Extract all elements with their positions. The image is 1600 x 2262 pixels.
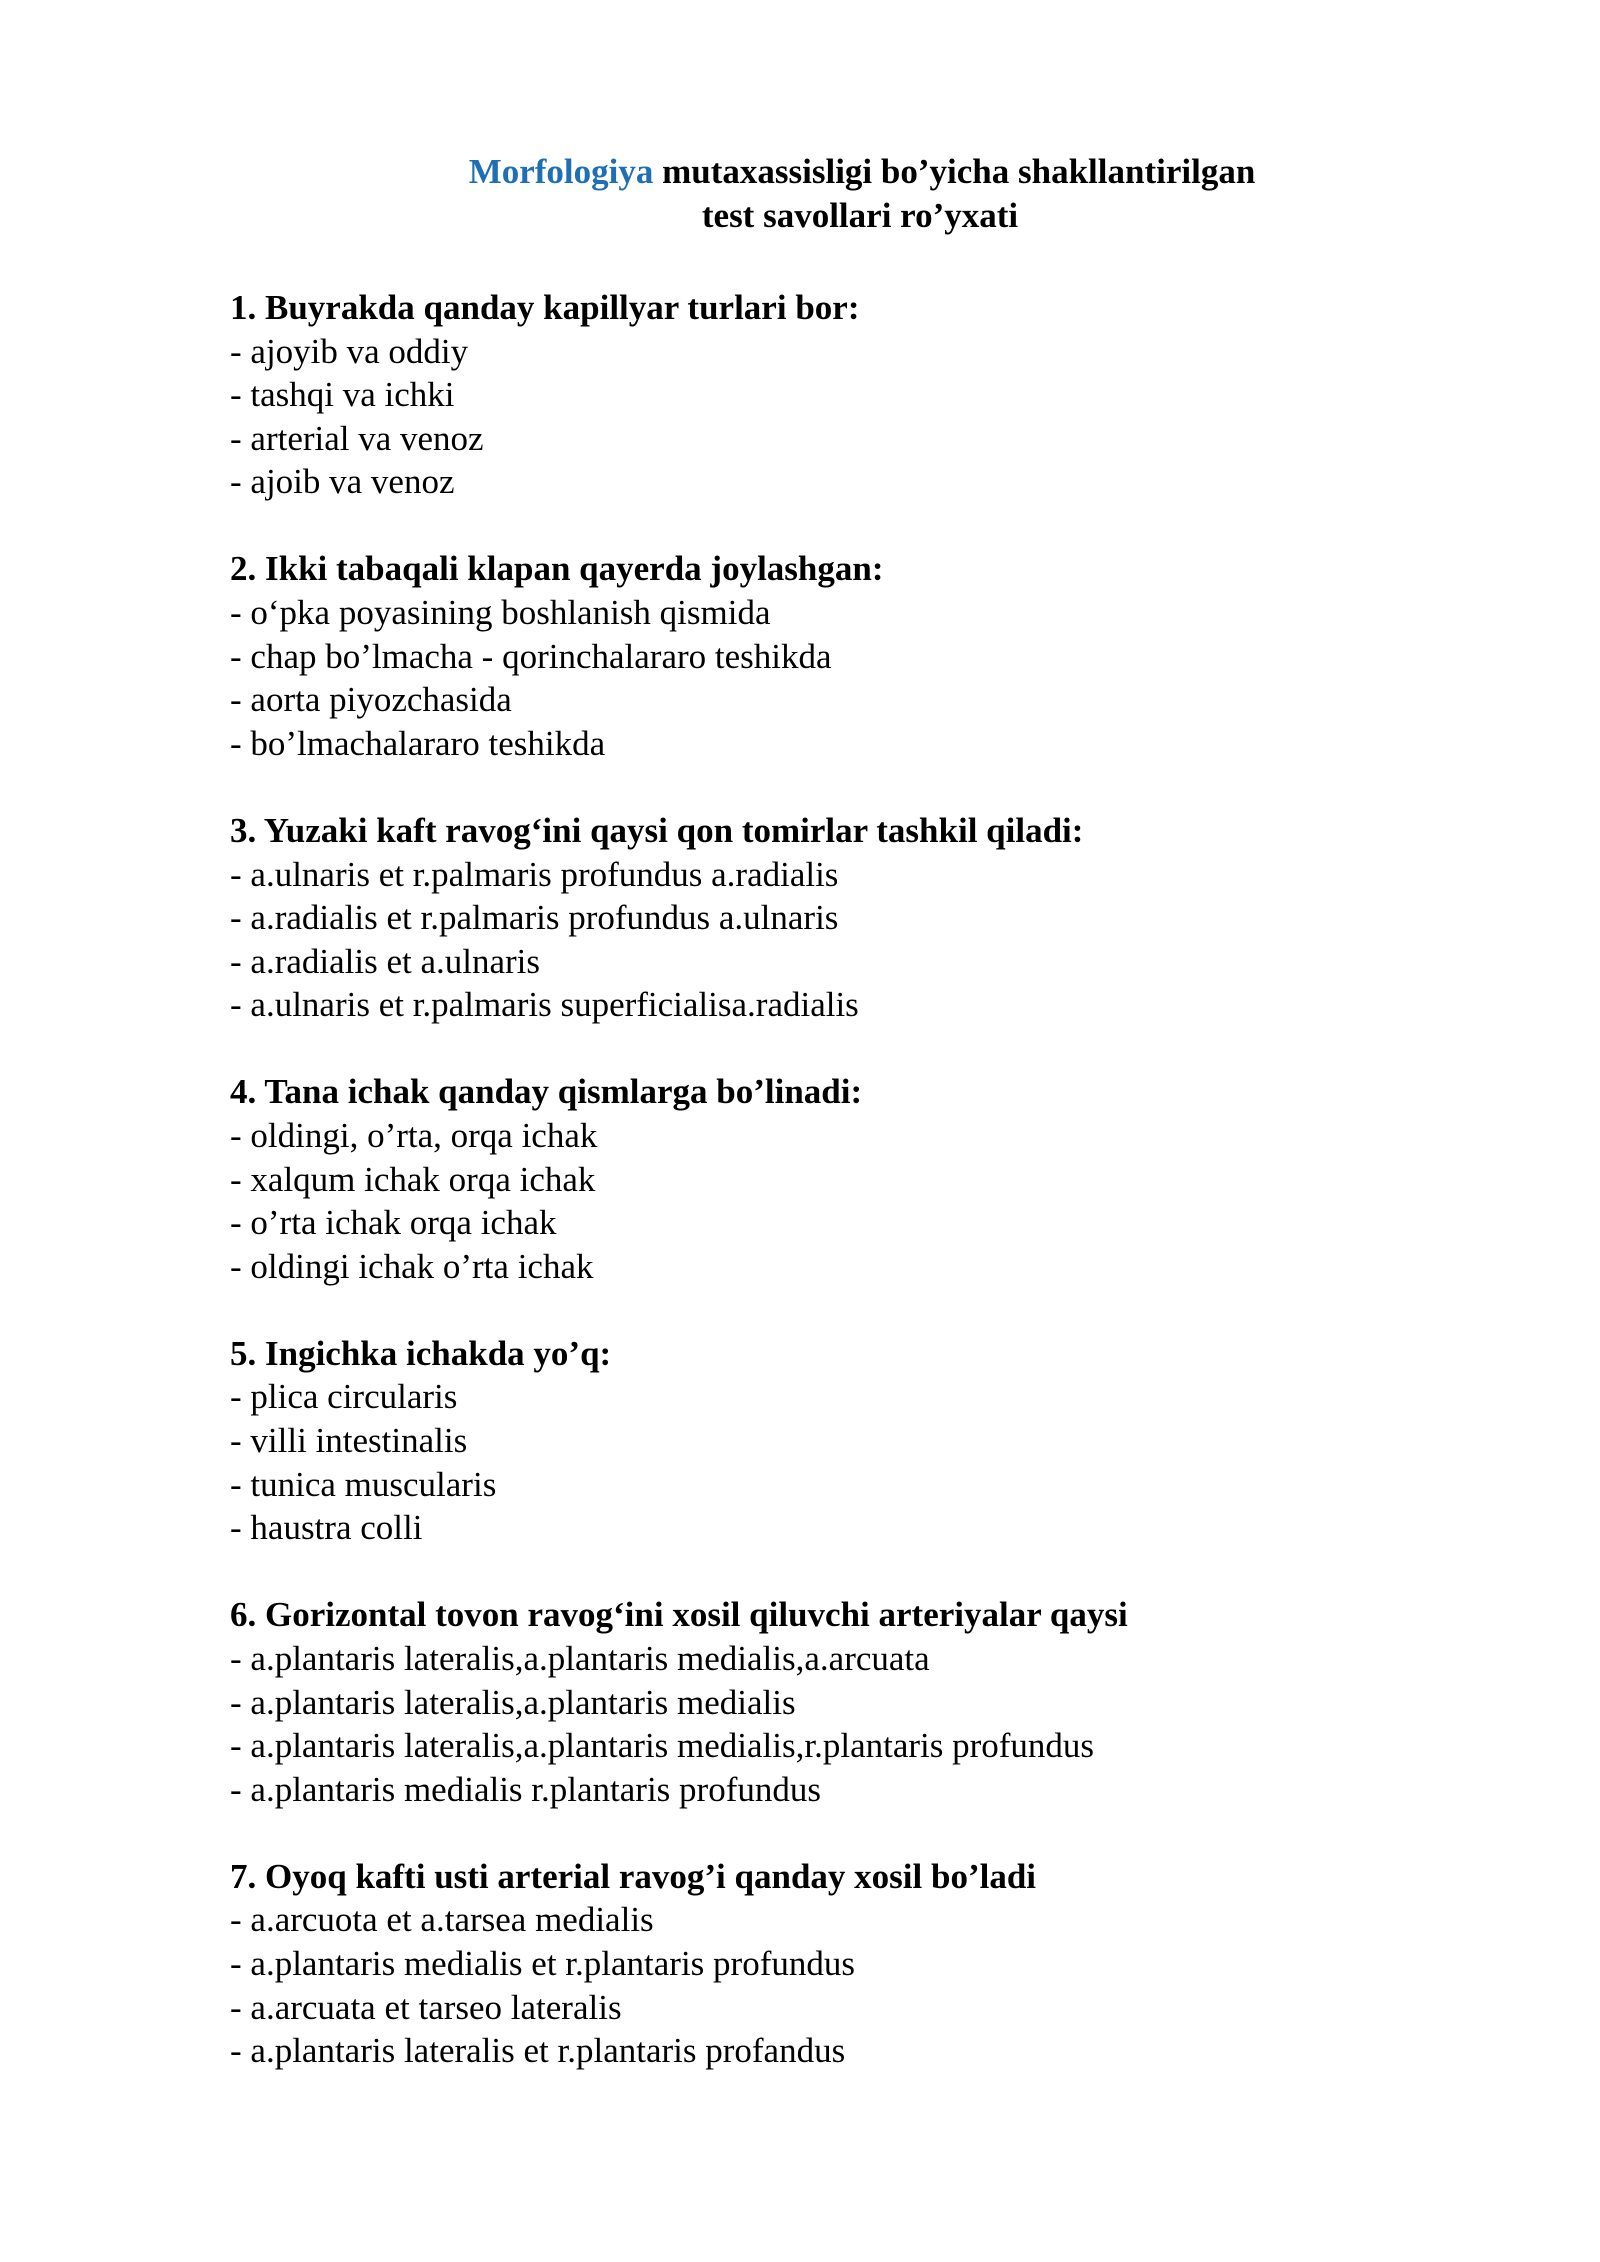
answer-option: - a.plantaris medialis et r.plantaris profundus [230,1944,855,1983]
question-title: 3. Yuzaki kaft ravog‘ini qaysi qon tomirlar tashkil qiladi: [230,810,1084,850]
question-1 [230,286,1530,504]
question-6 [230,1593,1530,1811]
answer-option: - plica circularis [230,1377,458,1417]
question-title: 6. Gorizontal tovon ravog‘ini xosil qiluvchi arteriyalar qaysi [230,1595,1128,1635]
question-5 [230,1332,1530,1550]
answer-option: - chap bo’lmacha - qorinchalararo teshikda [230,636,832,676]
answer-option: - a.ulnaris et r.palmaris profundus a.radialis [230,854,839,894]
answer-option: - a.plantaris lateralis,a.plantaris medialis,r.plantaris profundus [230,1726,1095,1766]
answer-option: - ajoib va venoz [230,462,455,502]
question-3 [230,809,1530,1027]
answer-option: - a.radialis et r.palmaris profundus a.ulnaris [230,898,839,938]
answer-option: - aorta piyozchasida [230,680,512,720]
answer-option: - o’rta ichak orqa ichak [230,1203,557,1243]
answer-option: - a.plantaris lateralis,a.plantaris medialis [230,1682,796,1722]
answer-option: - oldingi ichak o’rta ichak [230,1246,594,1286]
answer-option: - arterial va venoz [230,418,484,458]
question-title: 7. Oyoq kafti usti arterial ravog’i qanday xosil bo’ladi [230,1856,1037,1896]
header-line-1 [0,150,1600,194]
answer-option: - xalqum ichak orqa ichak [230,1159,596,1199]
answer-option: - bo’lmachalararo teshikda [230,723,606,763]
question-4 [230,1070,1530,1288]
answer-option: - a.arcuata et tarseo lateralis [230,1987,622,2027]
answer-option: - tunica muscularis [230,1464,497,1504]
answer-option: - a.arcuota et a.tarsea medialis [230,1900,654,1940]
header-line-2: test savollari ro’yxati [701,196,1019,235]
question-title: 4. Tana ichak qanday qismlarga bo’linadi: [230,1072,863,1112]
answer-option: - tashqi va ichki [230,375,455,415]
answer-option: - o‘pka poyasining boshlanish qismida [230,593,771,633]
specialty-name: Morfologiya [468,152,654,191]
answer-option: - a.plantaris lateralis,a.plantaris medialis,a.arcuata [230,1638,930,1678]
answer-option: - a.plantaris lateralis et r.plantaris profandus [230,2031,846,2071]
header-line-1-rest: mutaxassisligi bo’yicha shakllantirilgan [653,152,1256,191]
question-title: 5. Ingichka ichakda yo’q: [230,1333,612,1373]
document-header [0,150,1600,238]
answer-option: - a.plantaris medialis r.plantaris profundus [230,1769,821,1809]
question-title: 2. Ikki tabaqali klapan qayerda joylashgan: [230,549,884,589]
answer-option: - ajoyib va oddiy [230,331,469,371]
answer-option: - oldingi, o’rta, orqa ichak [230,1116,598,1155]
question-2 [230,547,1530,765]
answer-option: - villi intestinalis [230,1421,468,1461]
question-title: 1. Buyrakda qanday kapillyar turlari bor: [230,288,860,327]
answer-option: - haustra colli [230,1508,423,1548]
question-7 [230,1855,1530,2073]
answer-option: - a.ulnaris et r.palmaris superficialisa.radialis [230,985,859,1025]
answer-option: - a.radialis et a.ulnaris [230,941,541,981]
question-list [230,286,1530,2116]
